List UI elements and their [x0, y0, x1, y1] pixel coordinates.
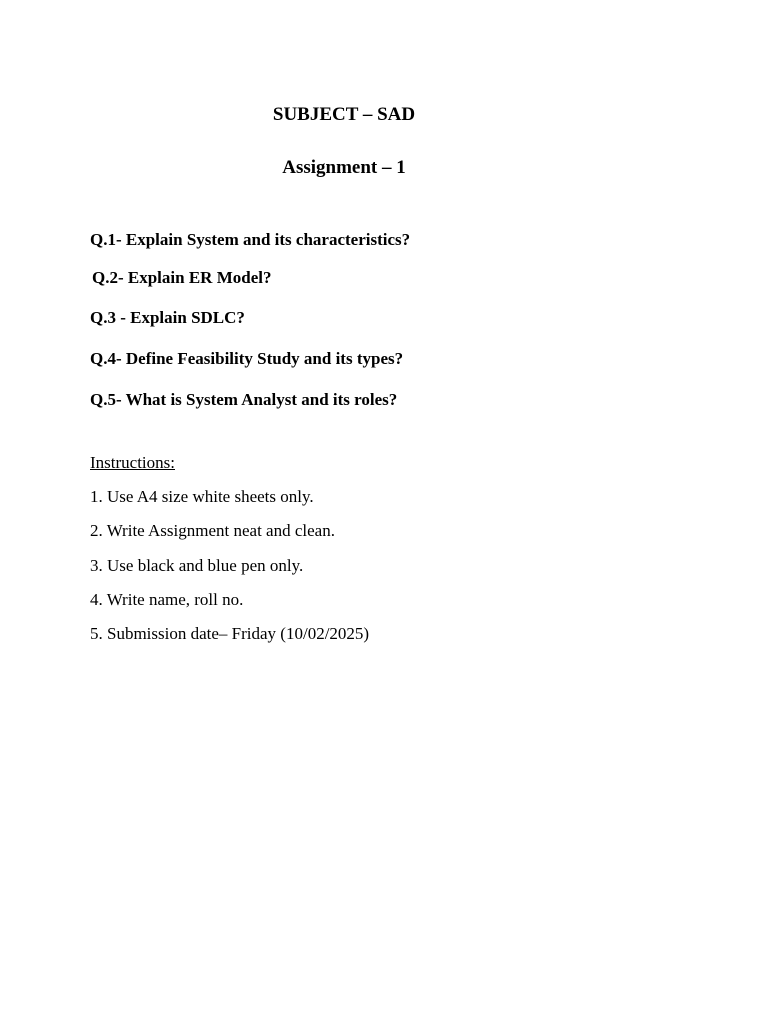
question-4: Q.4- Define Feasibility Study and its types? — [90, 349, 404, 368]
instruction-item-1: 1. Use A4 size white sheets only. — [90, 487, 314, 506]
instruction-item-4: 4. Write name, roll no. — [90, 590, 244, 609]
question-5: Q.5- What is System Analyst and its roles? — [90, 390, 398, 409]
instructions-heading: Instructions: — [90, 453, 175, 472]
instruction-item-3: 3. Use black and blue pen only. — [90, 556, 304, 575]
subject-title: SUBJECT – SAD — [272, 104, 416, 125]
question-1: Q.1- Explain System and its characteristics? — [90, 230, 411, 249]
instruction-item-5: 5. Submission date– Friday (10/02/2025) — [90, 624, 370, 643]
assignment-title: Assignment – 1 — [282, 157, 406, 178]
question-2: Q.2- Explain ER Model? — [92, 268, 272, 287]
question-3: Q.3 - Explain SDLC? — [90, 308, 245, 327]
instruction-item-2: 2. Write Assignment neat and clean. — [90, 521, 335, 540]
